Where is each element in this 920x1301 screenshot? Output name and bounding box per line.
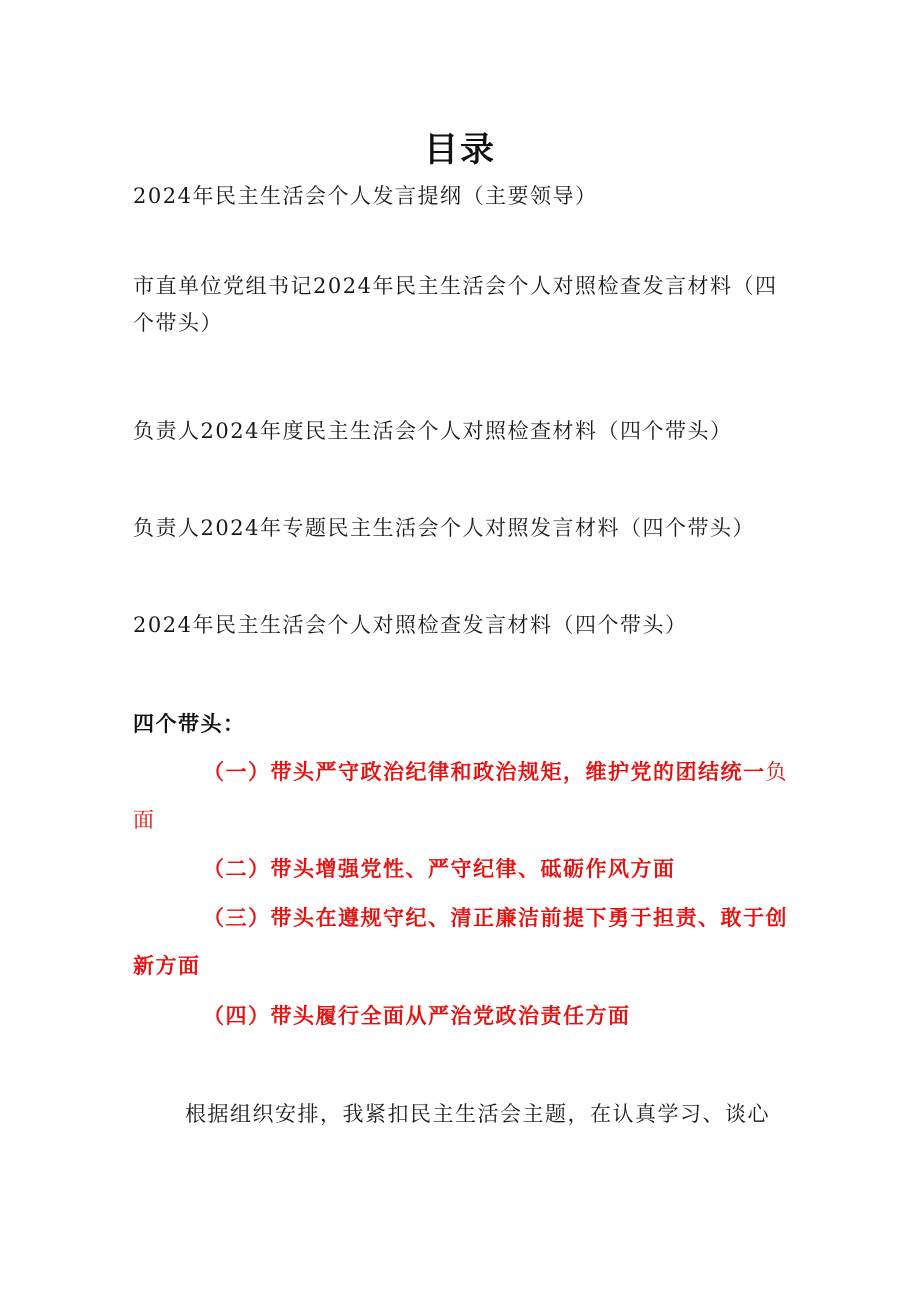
item-2-text: （二）带头增强党性、严守纪律、砥砺作风方面 <box>203 857 676 881</box>
item-3 <box>133 894 803 990</box>
item-3-text: （三）带头在遵规守纪、清正廉洁前提下勇于担责、敢于创新方面 <box>133 906 788 978</box>
item-1-text: （一）带头严守政治纪律和政治规矩，维护党的团结统一 <box>203 760 766 784</box>
item-4 <box>133 992 803 1040</box>
toc-entry-5: 2024年民主生活会个人对照检查发言材料（四个带头） <box>133 613 688 637</box>
body-paragraph-start: 根据组织安排，我紧扣民主生活会主题，在认真学习、谈心 <box>185 1102 770 1126</box>
page-title: 目录 <box>424 130 496 170</box>
toc-entry-1: 2024年民主生活会个人发言提纲（主要领导） <box>133 184 598 208</box>
item-2 <box>133 845 803 893</box>
toc-entry-3: 负责人2024年度民主生活会个人对照检查材料（四个带头） <box>133 419 733 443</box>
item-1 <box>133 748 803 844</box>
item-4-text: （四）带头履行全面从严治党政治责任方面 <box>203 1004 631 1028</box>
item-1-tail: 负面 <box>133 760 788 832</box>
section-heading: 四个带头： <box>133 712 246 736</box>
toc-entry-4: 负责人2024年专题民主生活会个人对照发言材料（四个带头） <box>133 516 755 540</box>
toc-entry-2: 市直单位党组书记2024年民主生活会个人对照检查发言材料（四个带头） <box>133 274 778 335</box>
